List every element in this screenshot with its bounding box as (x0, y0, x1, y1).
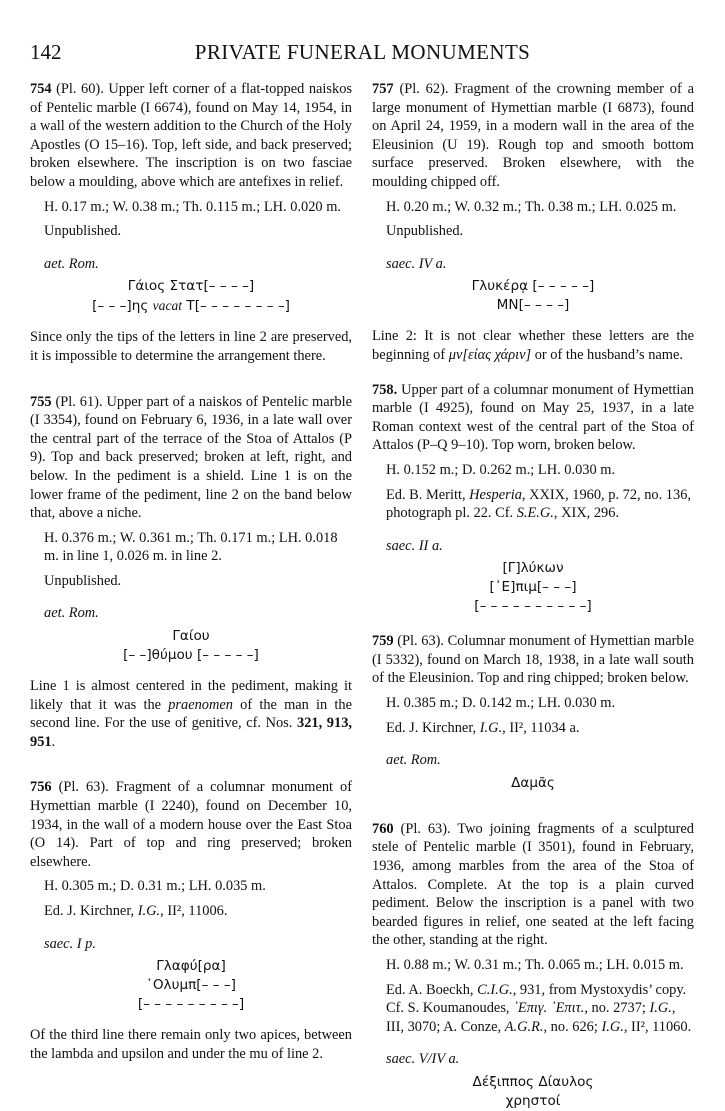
entry-757-number: 757 (372, 81, 394, 97)
entry-758-inscription (372, 559, 694, 616)
entry-756-number: 756 (30, 779, 52, 796)
page-header (0, 40, 725, 70)
vacat-mark: vacat (152, 298, 183, 314)
entry-759-number: 759 (372, 633, 394, 650)
entry-760-date: saec. V/IV a. (386, 1051, 460, 1068)
entry-760-description: 760 (Pl. 63). Two joining fragments of a sculptured stele of Pentelic marble (I 3501), found in February, 1936, among marbles from the area of the Stoa of Attalos. Complete. At the top is a plain curved pediment. Below the inscription is a panel with two bearded figures in relief, one seated at the left facing the other, standing at the right. (372, 820, 694, 949)
entry-757-note: Line 2: It is not clear whether these letters are the beginning of μν[είας χάριν] or of the husband’s name. (372, 328, 694, 363)
entry-755-status: Unpublished. (44, 572, 122, 589)
entry-754-measurements: H. 0.17 m.; W. 0.38 m.; Th. 0.115 m.; LH. 0.020 m. (44, 198, 342, 215)
inscription-line: Γλαφύ[ρα] (156, 958, 226, 975)
entry-758-edition: Ed. B. Meritt, Hesperia, XXIX, 1960, p. 72, no. 136, photograph pl. 22. Cf. S.E.G., XIX, 296. (386, 486, 691, 522)
entry-754-date: aet. Rom. (44, 255, 99, 272)
entry-757-measurements: H. 0.20 m.; W. 0.32 m.; Th. 0.38 m.; LH. 0.025 m. (386, 198, 677, 215)
entry-758-number: 758. (372, 381, 398, 398)
page-number: 142 (30, 40, 62, 64)
entry-757-date: saec. IV a. (386, 255, 447, 272)
entry-755-measurements: H. 0.376 m.; W. 0.361 m.; Th. 0.171 m.; LH. 0.018 m. in line 1, 0.026 m. in line 2. (44, 529, 338, 565)
entry-760-inscription (372, 1073, 694, 1111)
entry-756-date: saec. I p. (44, 935, 96, 952)
entry-758-measurements: H. 0.152 m.; D. 0.262 m.; LH. 0.030 m. (386, 461, 616, 478)
entry-759-description: 759 (Pl. 63). Columnar monument of Hymettian marble (I 5332), found on March 18, 1938, in a late wall south of the Eleusinion. Top and ring chipped; broken below. (372, 633, 694, 687)
entry-759 (372, 632, 694, 793)
inscription-line: [– – – – – – – – –] (137, 996, 245, 1013)
entry-758 (372, 381, 694, 617)
entry-760 (372, 820, 694, 1111)
entry-759-measurements: H. 0.385 m.; D. 0.142 m.; LH. 0.030 m. (386, 695, 616, 712)
inscription-line: [᾽Ε]πιμ[– – –] (489, 579, 577, 596)
inscription-line: ᾽Ολυμπ[– – –] (146, 977, 236, 994)
entry-756-description: 756 (Pl. 63). Fragment of a columnar monument of Hymettian marble (I 2240), found on December 10, 1934, in the wall of a modern house over the East Stoa (O 14). Part of top and ring preserved; broken elsewhere. (30, 779, 352, 870)
entry-757-inscription (372, 277, 694, 315)
entry-754 (30, 80, 352, 366)
entry-759-date: aet. Rom. (386, 752, 441, 769)
entry-759-inscription (372, 774, 694, 793)
entry-754-note: Since only the tips of the letters in line 2 are preserved, it is impossible to determine the arrangement there. (30, 329, 352, 364)
entry-759-edition: Ed. J. Kirchner, I.G., II², 11034 a. (386, 719, 580, 736)
entry-757-description: 757 (Pl. 62). Fragment of the crowning member of a large monument of Hymettian marble (I 6873), found on April 24, 1959, in a modern wall in the area of the Eleusinion (U 19). Rough top and smooth bottom surface preserved. Broken elsewhere, with the moulding chipped off. (372, 81, 694, 190)
cross-references: 321, 913, 951 (30, 715, 352, 750)
entry-755-note: Line 1 is almost centered in the pediment, making it likely that it was the praenomen of the man in the second line. For the use of genitive, cf. Nos. 321, 913, 951. (30, 678, 352, 750)
right-column (372, 80, 694, 1111)
entry-756-note: Of the third line there remain only two apices, between the lambda and upsilon and under the mu of line 2. (30, 1027, 352, 1062)
entry-755-number: 755 (30, 393, 52, 410)
entry-754-number: 754 (30, 81, 52, 97)
entry-756-inscription (30, 957, 352, 1014)
entry-754-status: Unpublished. (44, 223, 122, 240)
entry-760-number: 760 (372, 820, 394, 837)
running-title: PRIVATE FUNERAL MONUMENTS (194, 40, 531, 64)
inscription-line: [– – –]ης vacat Τ[– – – – – – – –] (92, 298, 290, 315)
entry-758-date: saec. II a. (386, 537, 443, 554)
entry-754-description: 754 (Pl. 60). Upper left corner of a flat-topped naiskos of Pentelic marble (I 6674), found on May 14, 1954, in a wall of the western addition to the Church of the Holy Apostles (O 15–16). Top, left side, and back preserved; broken elsewhere. The inscription is on two fasciae below a moulding, above which are antefixes in relief. (30, 81, 352, 190)
entry-755-inscription (30, 627, 352, 665)
inscription-line: [– –]θύμου [– – – – –] (123, 647, 259, 664)
entry-757-status: Unpublished. (386, 223, 464, 240)
inscription-line: Γαίου (172, 628, 210, 645)
entry-756-edition: Ed. J. Kirchner, I.G., II², 11006. (44, 903, 228, 919)
inscription-line: Γάιος Στατ[– – – –] (127, 278, 255, 295)
inscription-line: χρηστοί (505, 1092, 561, 1109)
entry-757 (372, 80, 694, 365)
left-column (30, 80, 352, 1063)
inscription-line: ΜΝ[– – – –] (496, 297, 570, 314)
entry-755-description: 755 (Pl. 61). Upper part of a naiskos of Pentelic marble (I 3354), found on February 6, 1936, in a late wall over the central part of the terrace of the Stoa of Attalos (P 9). Top and back preserved; broken at left, right, and below. In the pediment is a shield. Line 1 is on the lower frame of the pediment, line 2 on the band below that, above a niche. (30, 393, 352, 522)
inscription-line: Δαμᾶς (511, 774, 555, 791)
entry-755 (30, 393, 352, 752)
entry-756-measurements: H. 0.305 m.; D. 0.31 m.; LH. 0.035 m. (44, 878, 266, 895)
inscription-line: [– – – – – – – – – –] (474, 598, 592, 615)
inscription-line: Δέξιππος Δίαυλος (472, 1073, 594, 1090)
inscription-line: [Γ]λύκων (502, 560, 564, 577)
entry-760-edition: Ed. A. Boeckh, C.I.G., 931, from Mystoxydis’ copy. Cf. S. Koumanoudes, ᾽Επιγ. ᾽Επιτ., no. 2737; I.G., III, 3070; A. Conze, A.G.R., no. 626; I.G., II², 11060. (386, 981, 692, 1035)
entry-760-measurements: H. 0.88 m.; W. 0.31 m.; Th. 0.065 m.; LH. 0.015 m. (386, 957, 684, 973)
entry-755-date: aet. Rom. (44, 605, 99, 622)
inscription-line: Γλυκέρᾳ [– – – – –] (471, 278, 595, 295)
entry-758-description: 758. Upper part of a columnar monument of Hymettian marble (I 4925), found on May 25, 1937, in a late Roman context west of the central part of the Stoa of Attalos (P–Q 9–10). Top worn, broken below. (372, 381, 694, 454)
entry-756 (30, 778, 352, 1063)
entry-754-inscription (30, 277, 352, 316)
